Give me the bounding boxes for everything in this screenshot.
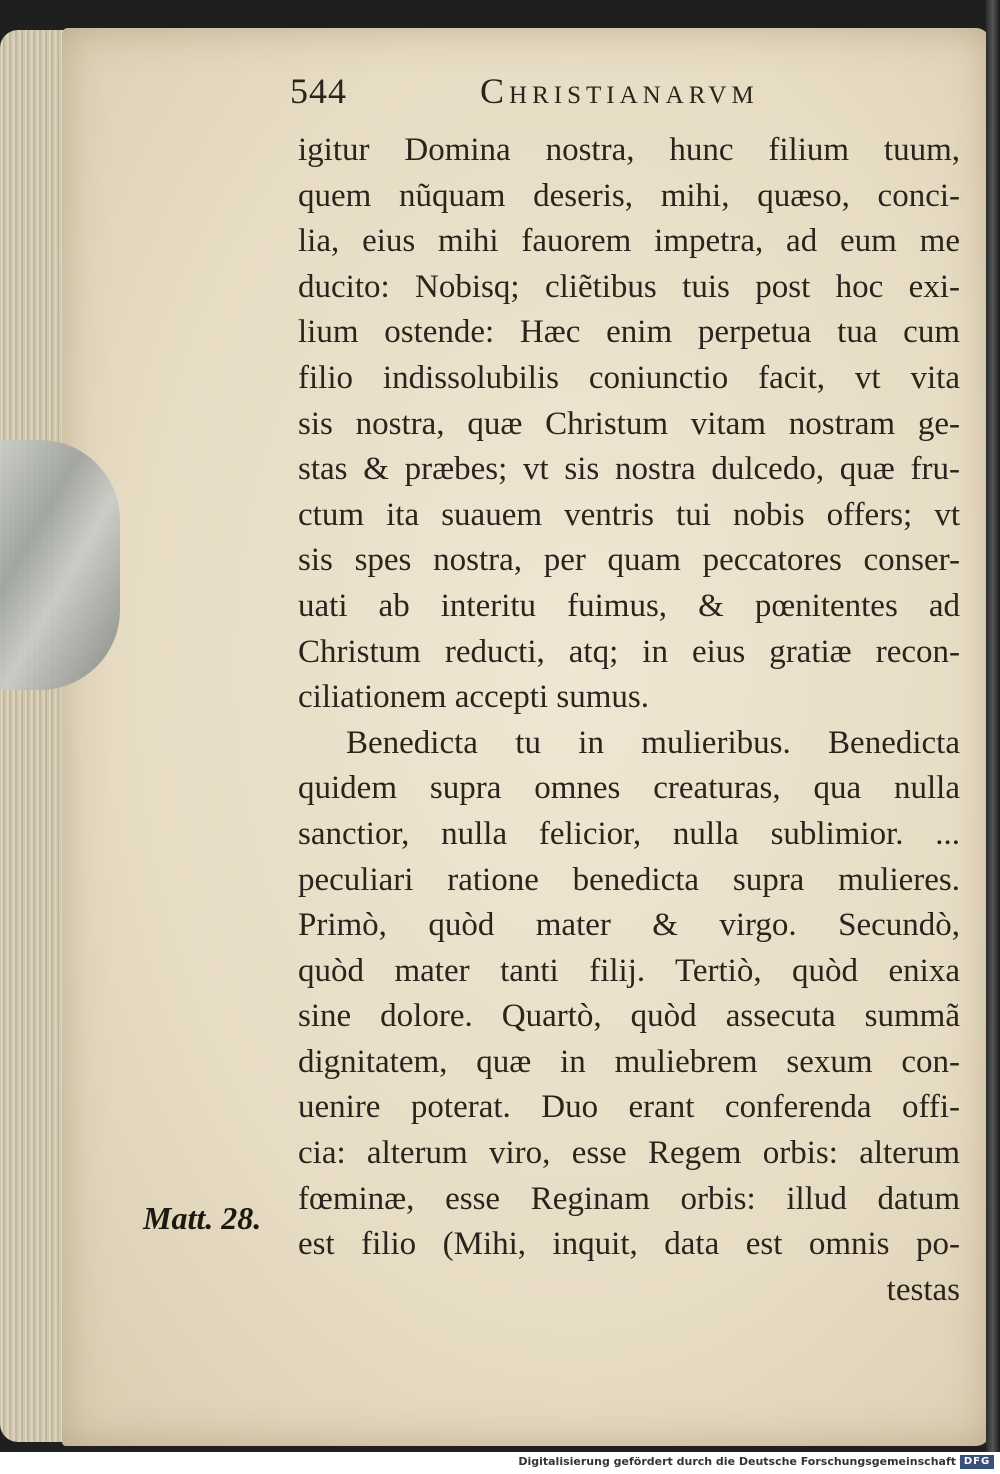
text-line: uenire poterat. Duo erant conferenda offi-	[298, 1089, 960, 1126]
text-line: dignitatem, quæ in muliebrem sexum con-	[298, 1043, 960, 1080]
text-line: quem nũquam deseris, mihi, quæso, conci-	[298, 177, 960, 214]
text-line: lia, eius mihi fauorem impetra, ad eum me	[298, 223, 960, 260]
text-line: est filio (Mihi, inquit, data est omnis po-	[298, 1226, 960, 1263]
text-line: sis nostra, quæ Christum vitam nostram ge-	[298, 405, 960, 442]
text-line: peculiari ratione benedicta supra mulieres.	[298, 861, 960, 898]
dfg-logo-icon: DFG	[960, 1455, 994, 1469]
text-line: Primò, quòd mater & virgo. Secundò,	[298, 907, 960, 944]
page-number: 544	[290, 71, 347, 111]
text-line: igitur Domina nostra, hunc filium tuum,	[298, 132, 960, 168]
text-line: fœminæ, esse Reginam orbis: illud datum	[298, 1180, 960, 1217]
body-text	[298, 128, 960, 1313]
running-head	[290, 70, 850, 120]
text-line: sanctior, nulla felicior, nulla sublimior. ...	[298, 815, 960, 852]
book-fore-edge	[0, 30, 70, 1442]
text-line: testas	[886, 1271, 960, 1308]
text-line: ciliationem accepti sumus.	[298, 679, 649, 716]
marginal-note: Matt. 28.	[143, 1200, 262, 1236]
text-line: Benedicta tu in mulieribus. Benedicta	[346, 724, 960, 761]
text-line: quòd mater tanti filij. Tertiò, quòd enixa	[298, 952, 960, 989]
footer-bar	[0, 1452, 1000, 1474]
book-clasp	[0, 440, 120, 690]
text-line: sine dolore. Quartò, quòd assecuta summã	[298, 998, 960, 1035]
text-line: quidem supra omnes creaturas, qua nulla	[298, 770, 960, 807]
text-line: uati ab interitu fuimus, & pœnitentes ad	[298, 587, 960, 624]
text-line: Christum reducti, atq; in eius gratiæ recon-	[298, 633, 960, 670]
text-line: ducito: Nobisq; cliẽtibus tuis post hoc exi-	[298, 268, 960, 305]
text-line: stas & præbes; vt sis nostra dulcedo, quæ fru-	[298, 451, 960, 488]
text-line: filio indissolubilis coniunctio facit, vt vita	[298, 359, 960, 396]
text-line: sis spes nostra, per quam peccatores conser-	[298, 542, 960, 579]
text-line: cia: alterum viro, esse Regem orbis: alterum	[298, 1135, 960, 1172]
running-head-title: Christianarvm	[480, 71, 759, 111]
footer-credit: Digitalisierung gefördert durch die Deutsche Forschungsgemeinschaft	[518, 1455, 956, 1468]
text-line: lium ostende: Hæc enim perpetua tua cum	[298, 314, 960, 351]
text-line: ctum ita suauem ventris tui nobis offers; vt	[298, 496, 960, 533]
book-binding-edge	[986, 0, 1000, 1452]
